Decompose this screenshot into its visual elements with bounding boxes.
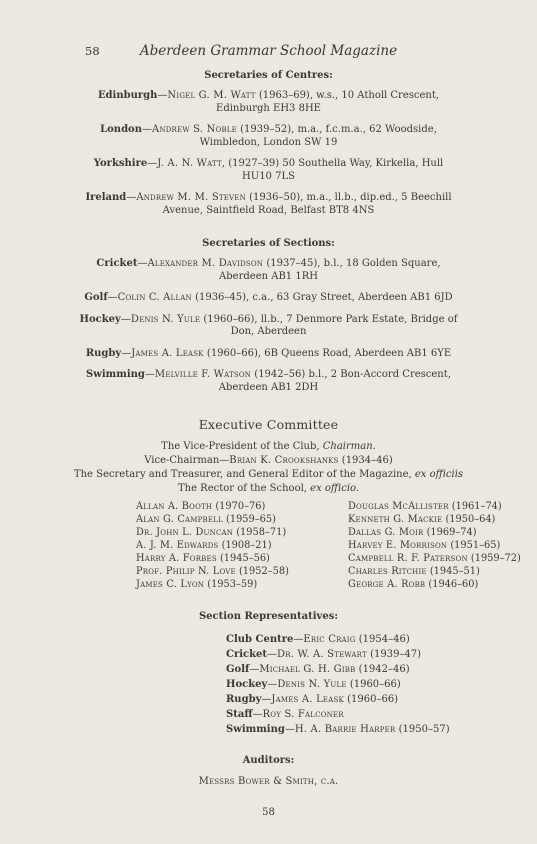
dash: —	[147, 158, 158, 169]
member-name: Dr. John L. Duncan	[136, 527, 234, 538]
executive-line-3-text: The Secretary and Treasurer, and General Editor of the Magazine,	[73, 469, 412, 480]
entry-detail: (1939–52), m.a., f.c.m.a., 62 Woodside, Wimbledon, London SW 19	[199, 124, 437, 148]
rep-label: Staff	[226, 709, 253, 720]
representative-row	[226, 707, 489, 722]
member-name: Campbell R. F. Paterson	[348, 553, 468, 564]
member-name: Kenneth G. Mackie	[348, 514, 443, 525]
entry-name: Nigel G. M. Watt	[167, 90, 256, 101]
entry-label: Yorkshire	[93, 158, 148, 169]
running-head	[0, 44, 537, 62]
entry-name: Colin C. Allan	[117, 292, 192, 303]
rep-years: (1960–66)	[343, 694, 399, 705]
entry-detail: (1936–50), m.a., ll.b., dip.ed., 5 Beechill Avenue, Saintfield Road, Belfast BT8 4NS	[162, 192, 452, 216]
rep-label: Rugby	[226, 694, 262, 705]
magazine-title: Aberdeen Grammar School Magazine	[139, 43, 398, 59]
member-row	[348, 539, 537, 552]
member-name: Charles Ritchie	[348, 566, 427, 577]
entry-name: James A. Leask	[131, 347, 204, 359]
entry-detail: (1960–66), ll.b., 7 Denmore Park Estate, Bridge of Don, Aberdeen	[200, 313, 458, 337]
entry-name: J. A. N. Watt	[157, 158, 222, 169]
rep-label: Cricket	[226, 649, 268, 660]
executive-line-3	[48, 468, 489, 482]
centres-list	[48, 90, 489, 217]
entry-label: Rugby	[85, 347, 122, 359]
vice-chairman-label: Vice-Chairman—	[144, 455, 230, 466]
entry-name: Denis N. Yule	[130, 313, 201, 325]
sections-heading: Secretaries of Sections:	[202, 238, 335, 249]
dash: —	[252, 709, 263, 720]
member-row	[348, 578, 537, 591]
rep-label: Hockey	[226, 679, 268, 690]
executive-line-4-text: The Rector of the School,	[177, 483, 307, 494]
executive-line-1	[48, 440, 489, 454]
dash: —	[261, 694, 272, 705]
member-row	[348, 500, 537, 513]
vice-chairman-name: Brian K. Crookshanks	[229, 455, 339, 466]
member-row	[136, 552, 336, 565]
entry-name: Andrew S. Noble	[152, 124, 237, 135]
centres-entry	[48, 158, 489, 183]
entry-detail: (1960–66), 6B Queens Road, Aberdeen AB1 6YE	[203, 347, 452, 359]
executive-members	[136, 500, 521, 591]
members-left-column	[136, 500, 336, 591]
rep-name: Denis N. Yule	[277, 679, 347, 690]
rep-label: Club Centre	[226, 634, 294, 645]
dash: —	[249, 664, 260, 675]
entry-label: Cricket	[96, 258, 138, 269]
centres-entry	[48, 124, 489, 149]
entry-detail: (1936–45), c.a., 63 Gray Street, Aberdeen AB1 6JD	[191, 292, 453, 303]
sections-entry	[48, 258, 489, 283]
member-row	[348, 565, 537, 578]
member-years: (1945–51)	[426, 566, 480, 577]
executive-line-4-em: ex officio.	[310, 483, 360, 494]
entry-label: Ireland	[85, 192, 127, 203]
member-name: Douglas McAllister	[348, 501, 449, 512]
executive-line-2	[48, 454, 489, 468]
representative-row	[226, 632, 489, 647]
entry-detail: , (1927–39) 50 Southella Way, Kirkella, Hull HU10 7LS	[221, 158, 444, 182]
representative-row	[226, 677, 489, 692]
executive-line-4	[48, 482, 489, 496]
member-years: (1970–76)	[212, 501, 266, 512]
representative-row	[226, 692, 489, 707]
dash: —	[157, 90, 168, 101]
executive-line-1-em: Chairman.	[322, 441, 376, 452]
centres-heading: Secretaries of Centres:	[204, 70, 333, 81]
rep-years: (1942–46)	[355, 664, 410, 675]
representative-row	[226, 722, 489, 737]
entry-label: London	[100, 124, 142, 135]
member-row	[136, 578, 336, 591]
rep-name: Michael G. H. Gibb	[259, 664, 356, 675]
auditors-heading: Auditors:	[242, 755, 295, 766]
entry-label: Edinburgh	[97, 90, 158, 101]
member-name: Allan A. Booth	[136, 501, 213, 512]
entry-label: Swimming	[86, 369, 145, 380]
member-years: (1946–60)	[425, 579, 479, 590]
entry-detail: (1963–69), w.s., 10 Atholl Crescent, Edinburgh EH3 8HE	[216, 90, 440, 114]
entry-label: Hockey	[79, 313, 121, 325]
member-years: (1950–64)	[442, 514, 496, 525]
representative-row	[226, 662, 489, 677]
member-years: (1945–56)	[216, 553, 270, 564]
member-years: (1969–74)	[423, 527, 477, 538]
entry-name: Melville F. Watson	[154, 369, 252, 380]
member-years: (1908–21)	[218, 540, 272, 551]
executive-line-3-em: ex officiis	[414, 469, 464, 480]
dash: —	[267, 649, 278, 660]
rep-name: Dr. W. A. Stewart	[277, 649, 367, 660]
rep-name: Roy S. Falconer	[262, 709, 344, 720]
dash: —	[142, 124, 152, 135]
member-name: James C. Lyon	[136, 579, 205, 590]
entry-name: Andrew M. M. Steven	[136, 192, 246, 203]
sections-entry	[48, 348, 489, 361]
member-years: (1951–65)	[447, 540, 501, 551]
dash: —	[293, 634, 304, 645]
member-row	[348, 513, 537, 526]
rep-label: Golf	[226, 664, 250, 675]
page-number: 58	[85, 44, 100, 58]
sections-entry	[48, 314, 489, 339]
sections-list	[48, 258, 489, 394]
rep-years: (1960–66)	[346, 679, 401, 690]
rep-name: Eric Craig	[303, 634, 356, 645]
representatives-heading: Section Representatives:	[198, 611, 339, 622]
member-name: Dallas G. Moir	[348, 527, 424, 538]
member-row	[348, 552, 537, 565]
member-years: (1952–58)	[235, 566, 289, 577]
member-name: A. J. M. Edwards	[136, 540, 219, 551]
dash: —	[126, 192, 137, 203]
rep-years: (1954–46)	[355, 634, 410, 645]
rep-name: H. A. Barrie Harper	[294, 724, 396, 735]
member-years: (1959–72)	[467, 553, 521, 564]
dash: —	[107, 292, 118, 303]
dash: —	[144, 369, 155, 380]
member-years: (1953–59)	[204, 579, 258, 590]
member-row	[136, 513, 336, 526]
member-row	[136, 565, 336, 578]
rep-years: (1939–47)	[366, 649, 422, 660]
sections-entry	[48, 369, 489, 394]
entry-name: Alexander M. Davidson	[147, 258, 264, 269]
folio: 58	[262, 807, 275, 818]
entry-detail: (1942–56) b.l., 2 Bon-Accord Crescent, Aberdeen AB1 2DH	[218, 369, 451, 393]
entry-label: Golf	[84, 292, 108, 303]
member-row	[136, 500, 336, 513]
auditors-text: Messrs Bower & Smith, c.a.	[198, 776, 339, 787]
member-name: Alan G. Campbell	[136, 514, 223, 525]
sections-entry	[48, 292, 489, 305]
representative-row	[226, 647, 489, 662]
member-name: Prof. Philip N. Love	[136, 566, 236, 577]
vice-chairman-years: (1934–46)	[338, 455, 393, 466]
member-years: (1958–71)	[233, 527, 287, 538]
dash: —	[121, 347, 132, 359]
dash: —	[267, 679, 278, 690]
executive-line-1-text: The Vice-President of the Club,	[161, 441, 320, 452]
centres-entry	[48, 192, 489, 217]
member-name: George A. Robb	[348, 579, 426, 590]
dash: —	[284, 724, 295, 735]
executive-heading: Executive Committee	[198, 417, 339, 432]
rep-name: James A. Leask	[271, 694, 344, 705]
member-row	[348, 526, 537, 539]
member-years: (1961–74)	[448, 501, 502, 512]
rep-years: (1950–57)	[395, 724, 450, 735]
member-name: Harvey E. Morrison	[348, 540, 448, 551]
members-right-column	[348, 500, 537, 591]
centres-entry	[48, 90, 489, 115]
dash: —	[137, 258, 148, 269]
representatives-list	[226, 632, 489, 737]
member-years: (1959–65)	[222, 514, 276, 525]
member-name: Harry A. Forbes	[136, 553, 217, 564]
entry-detail: (1937–45), b.l., 18 Golden Square, Aberdeen AB1 1RH	[219, 258, 441, 282]
dash: —	[120, 313, 131, 325]
member-row	[136, 526, 336, 539]
member-row	[136, 539, 336, 552]
rep-label: Swimming	[226, 724, 285, 735]
